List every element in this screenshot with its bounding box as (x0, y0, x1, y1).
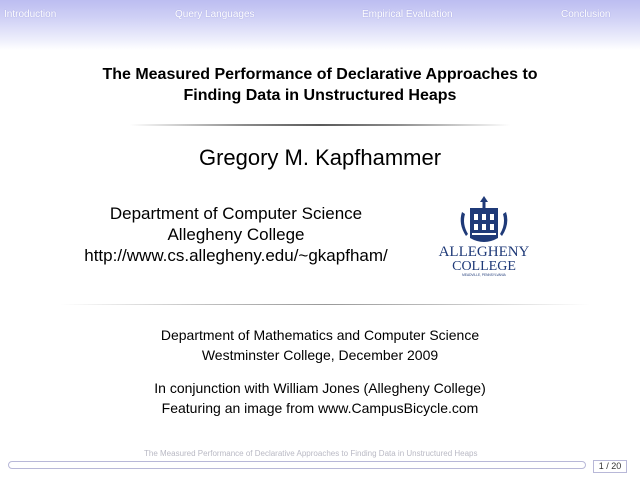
allegheny-college-seal-icon (436, 194, 532, 278)
nav-item-conclusion[interactable]: Conclusion (561, 9, 611, 20)
affiliation-block (56, 203, 416, 266)
progress-bar[interactable] (8, 461, 586, 469)
logo-tagline: MEADVILLE, PENNSYLVANIA (462, 273, 506, 277)
venue-block (0, 325, 640, 365)
section-divider (60, 304, 590, 305)
author-name: Gregory M. Kapfhammer (198, 145, 442, 170)
footer-title: The Measured Performance of Declarative Approaches to Finding Data in Unstructured Heaps (144, 449, 478, 458)
homepage-url[interactable]: http://www.cs.allegheny.edu/~gkapfham/ (84, 246, 388, 265)
image-credit: Featuring an image from www.CampusBicycle.com (161, 400, 479, 416)
page-number: 1 / 20 (593, 460, 627, 473)
logo-wordmark-line2: COLLEGE (452, 259, 516, 274)
nav-item-query-languages[interactable]: Query Languages (175, 9, 255, 20)
venue-date: Westminster College, December 2009 (201, 347, 439, 363)
department-name: Department of Computer Science (109, 204, 363, 223)
nav-item-introduction[interactable]: Introduction (4, 9, 57, 20)
allegheny-college-logo (436, 194, 532, 278)
venue-department: Department of Mathematics and Computer Science (160, 327, 480, 343)
credits-block (0, 378, 640, 418)
navigation-bar (0, 0, 640, 50)
collaborator-credit: In conjunction with William Jones (Allegheny College) (154, 380, 486, 396)
nav-item-empirical-evaluation[interactable]: Empirical Evaluation (362, 9, 453, 20)
slide-title: The Measured Performance of Declarative Approaches to Finding Data in Unstructured Heaps (102, 66, 538, 104)
college-name: Allegheny College (167, 225, 305, 244)
title-divider (130, 124, 510, 126)
logo-wordmark-line1: ALLEGHENY (438, 244, 530, 260)
